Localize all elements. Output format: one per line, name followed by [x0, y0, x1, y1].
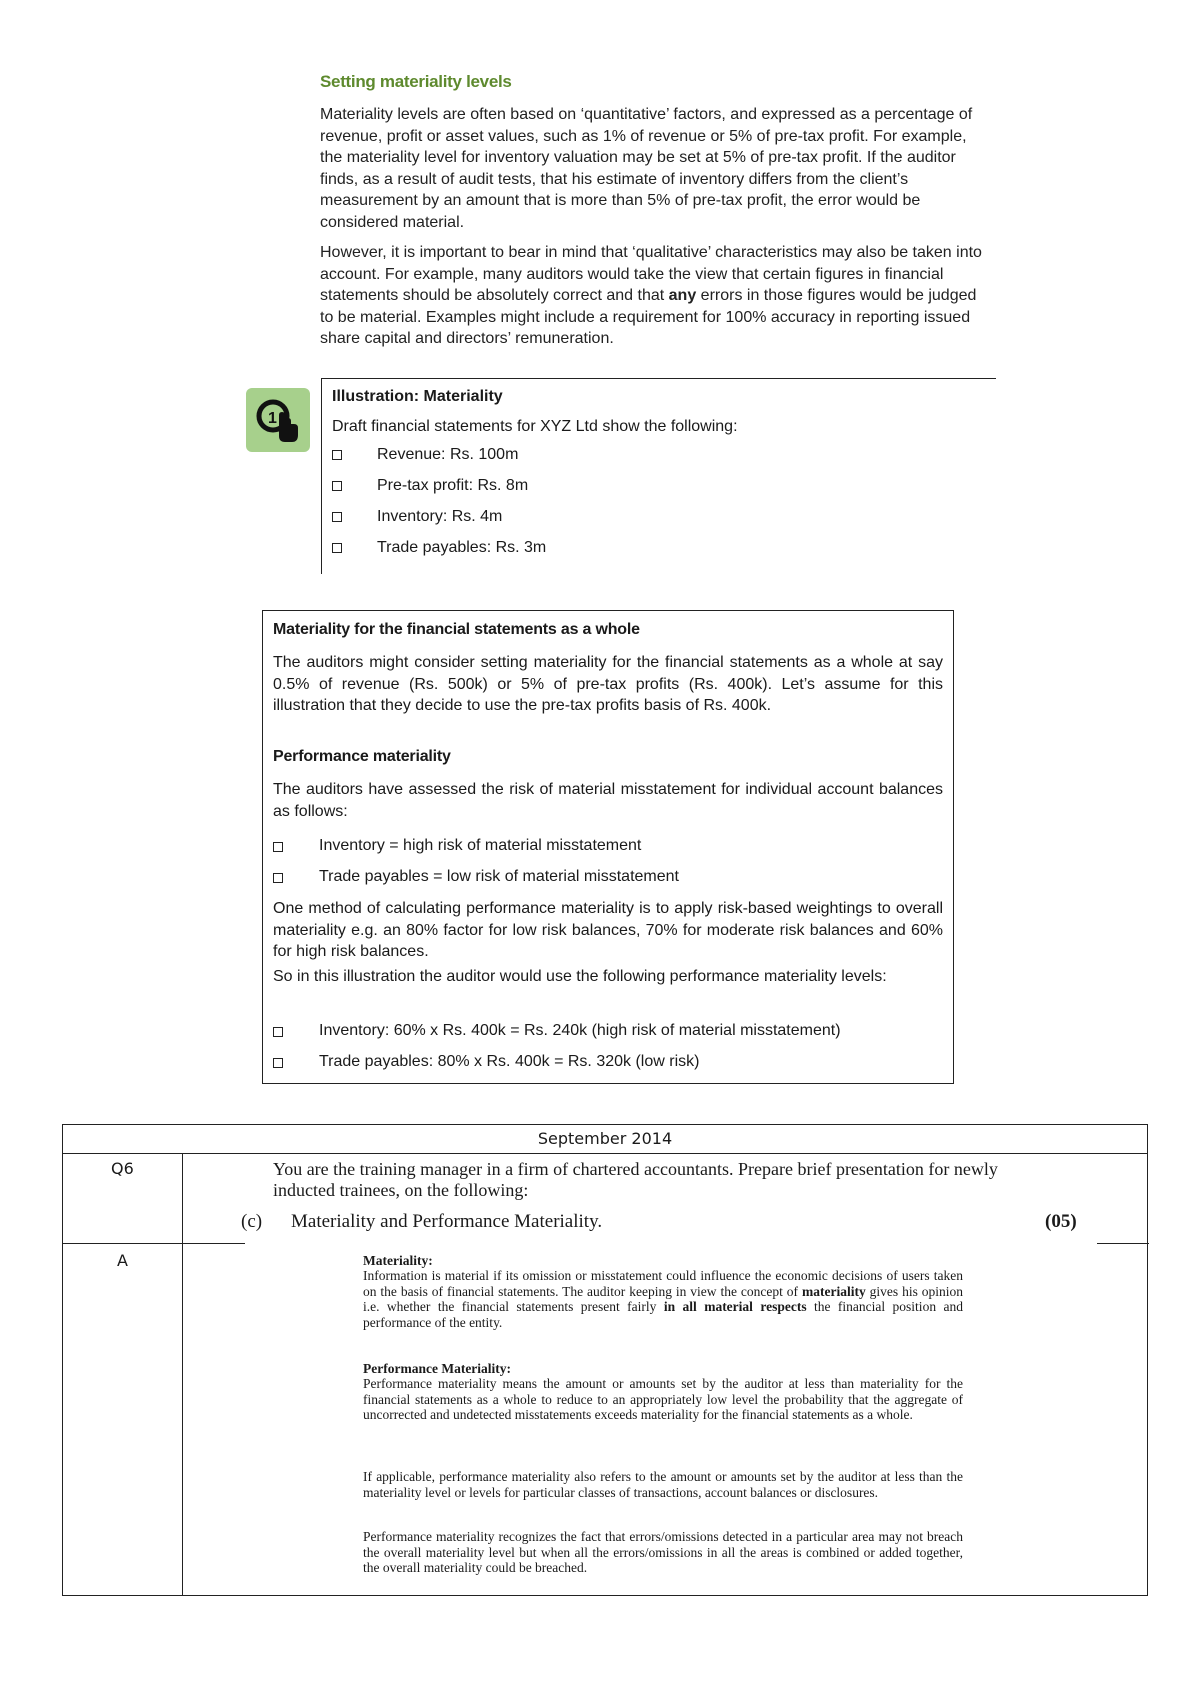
exam-date: September 2014 — [63, 1125, 1147, 1154]
intro-paragraph-1: Materiality levels are often based on ‘quantitative’ factors, and expressed as a percentage of revenue, profit or asset values, such as 1% of revenue or 5% of pre-tax profit. For example, the materiality level for inventory valuation may be set at 5% of pre-tax profit. If the auditor finds, as a result of audit tests, that his estimate of inventory differs from the client’s measurement by an amount that is more than 5% of pre-tax profit, the error would be considered material. — [320, 106, 973, 231]
section-heading: Setting materiality levels — [320, 72, 512, 91]
list-item-text: Inventory = high risk of material misstatement — [319, 837, 642, 854]
question-marks: (05) — [1045, 1211, 1077, 1232]
list-item — [332, 508, 503, 525]
table-divider — [63, 1243, 183, 1244]
list-item-text: Trade payables: Rs. 3m — [377, 539, 547, 556]
answer-paragraph-1-text-b: gives his opinion i.e. whether the financial statements present fairly — [363, 1283, 964, 1314]
list-item-text: Inventory: Rs. 4m — [377, 508, 503, 525]
list-item-text: Trade payables = low risk of material misstatement — [319, 868, 679, 885]
checkbox-bullet-icon — [332, 543, 342, 553]
checkbox-bullet-icon — [273, 1027, 283, 1037]
illustration-top-rule — [322, 378, 996, 379]
question-text: You are the training manager in a firm of chartered accountants. Prepare brief presentation for newly inducted trainees, on the following: — [273, 1159, 998, 1200]
checkbox-bullet-icon — [332, 512, 342, 522]
table-divider — [1097, 1243, 1149, 1244]
answer-paragraph-4: Performance materiality recognizes the fact that errors/omissions detected in a particular area may not breach the overall materiality level but when all the errors/omissions in all the areas is combined or added together, the overall materiality could be breached. — [363, 1529, 963, 1575]
box-paragraph-3: One method of calculating performance materiality is to apply risk-based weightings to overall materiality e.g. an 80% factor for low risk balances, 70% for moderate risk balances and 60% for high risk balances. — [273, 900, 943, 960]
list-item-text: Revenue: Rs. 100m — [377, 446, 519, 463]
table-divider — [182, 1153, 183, 1595]
box-paragraph-1: The auditors might consider setting materiality for the financial statements as a whole at say 0.5% of revenue (Rs. 500k) or 5% of pre-tax profits (Rs. 400k). Let’s assume for this illustration that they decide to use the pre-tax profits basis of Rs. 400k. — [273, 654, 943, 714]
intro-paragraph-2-text-b: errors in those figures would be judged to be material. Examples might include a requirement for 100% accuracy in reporting issued share capital and directors’ remuneration. — [320, 287, 977, 347]
exam-question-table — [62, 1124, 1148, 1596]
list-item-text: Inventory: 60% x Rs. 400k = Rs. 240k (high risk of material misstatement) — [319, 1022, 841, 1039]
intro-paragraph-2-bold: any — [668, 287, 697, 304]
answer-paragraph-3: If applicable, performance materiality also refers to the amount or amounts set by the auditor at less than the materiality level or levels for particular classes of transactions, account balances or disclosures. — [363, 1469, 963, 1500]
illustration-intro: Draft financial statements for XYZ Ltd show the following: — [332, 418, 738, 435]
materiality-box — [262, 610, 954, 1084]
list-item — [332, 477, 529, 494]
list-item-text: Trade payables: 80% x Rs. 400k = Rs. 320k (low risk) — [319, 1053, 700, 1070]
answer-paragraph-2: Performance materiality means the amount or amounts set by the auditor at less than materiality for the financial statements as a whole to reduce to an appropriately low level the probability that the aggregate of uncorrected and undetected misstatements exceeds materiality for the financial statements as a whole. — [363, 1376, 963, 1422]
illustration-left-rule — [321, 378, 322, 574]
box-paragraph-2: The auditors have assessed the risk of material misstatement for individual account balances as follows: — [273, 781, 943, 820]
intro-paragraph-2-text-a: However, it is important to bear in mind that ‘qualitative’ characteristics may also be taken into account. For example, many auditors would take the view that certain figures in financial statements should be absolutely correct and that — [320, 244, 982, 304]
intro-paragraph-2 — [320, 242, 990, 350]
answer-label: A — [117, 1251, 128, 1270]
answer-paragraph-1-bold-b: in all material respects — [663, 1299, 807, 1314]
question-part-text: Materiality and Performance Materiality. — [291, 1211, 603, 1232]
list-item — [332, 539, 547, 556]
hand-pointer-icon — [246, 388, 310, 452]
checkbox-bullet-icon — [332, 450, 342, 460]
question-part-letter: (c) — [241, 1211, 263, 1232]
checkbox-bullet-icon — [332, 481, 342, 491]
answer-heading-materiality: Materiality: — [363, 1253, 433, 1268]
table-divider — [183, 1243, 245, 1244]
question-number: Q6 — [111, 1159, 134, 1178]
box-heading-materiality: Materiality for the financial statements as a whole — [273, 621, 640, 638]
box-heading-performance: Performance materiality — [273, 748, 451, 765]
illustration-title: Illustration: Materiality — [332, 388, 503, 405]
answer-paragraph-1 — [363, 1268, 963, 1330]
list-item — [332, 446, 519, 463]
list-item-text: Pre-tax profit: Rs. 8m — [377, 477, 529, 494]
answer-paragraph-1-text-c: the financial position and performance of the entity. — [363, 1299, 963, 1330]
svg-text:1: 1 — [268, 410, 277, 427]
checkbox-bullet-icon — [273, 1058, 283, 1068]
answer-paragraph-1-text-a: Information is material if its omission or misstatement could influence the economic decisions of users taken on the basis of financial statements. The auditor keeping in view the concept of — [363, 1268, 963, 1299]
answer-heading-performance: Performance Materiality: — [363, 1361, 512, 1376]
checkbox-bullet-icon — [273, 873, 283, 883]
illustration-icon — [246, 388, 310, 452]
box-paragraph-4: So in this illustration the auditor would use the following performance materiality levels: — [273, 968, 887, 985]
answer-paragraph-1-bold-a: materiality — [801, 1283, 866, 1299]
checkbox-bullet-icon — [273, 842, 283, 852]
